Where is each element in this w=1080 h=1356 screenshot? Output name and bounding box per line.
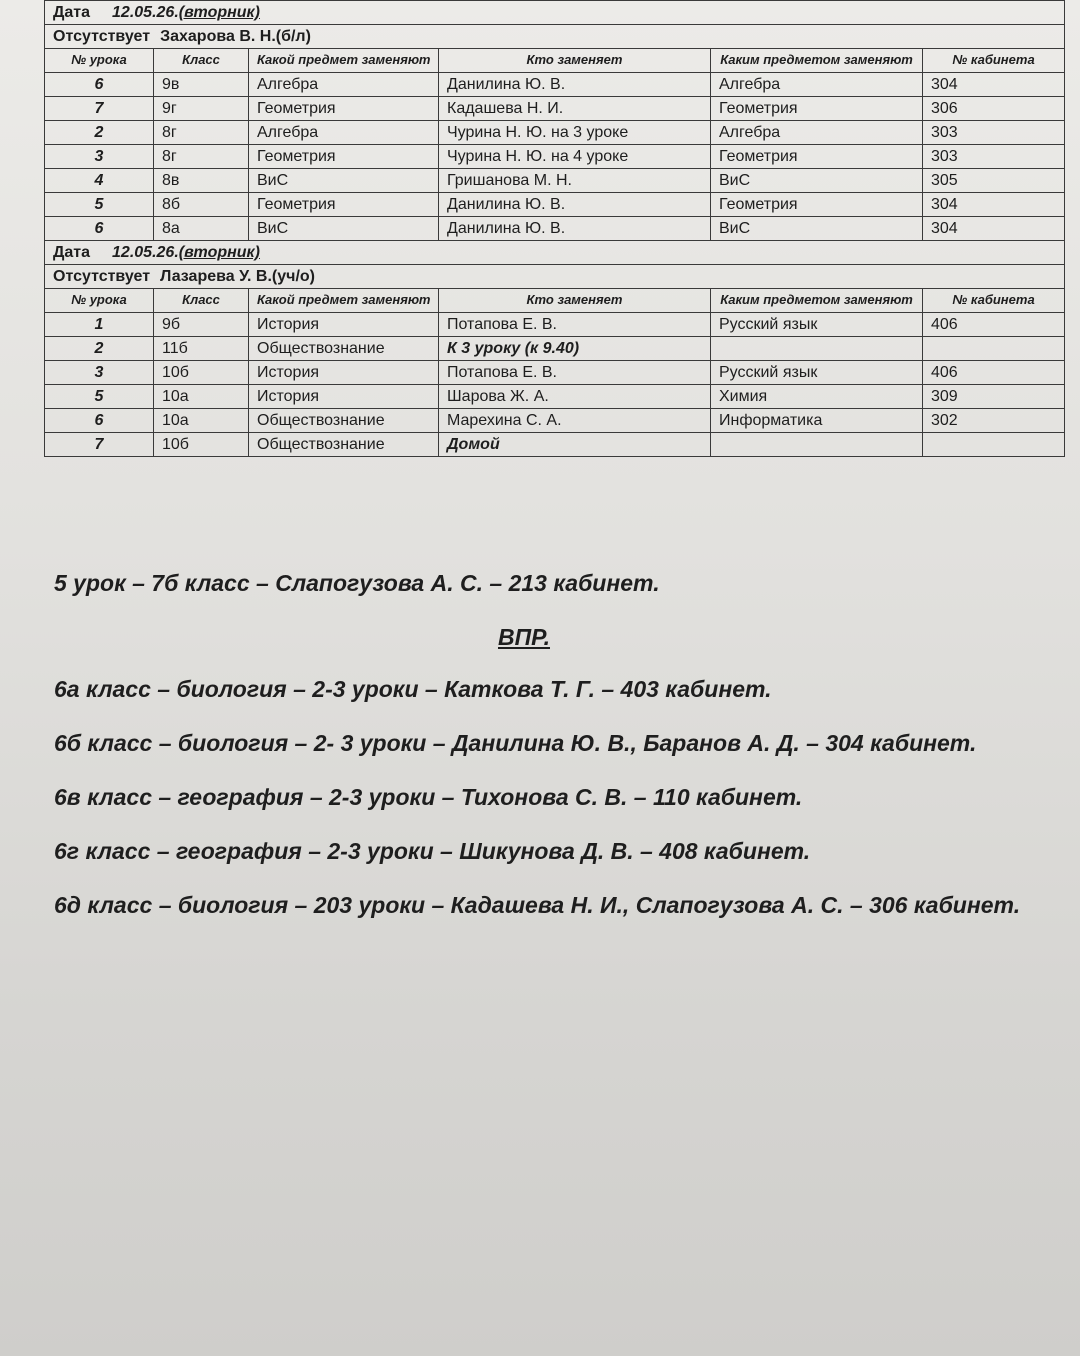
- absent-label: Отсутствует: [53, 27, 151, 45]
- substitution-table: [44, 0, 1065, 457]
- lesson-number: 5: [45, 193, 154, 217]
- subject-cell: Геометрия: [249, 193, 439, 217]
- new-subject-cell: Геометрия: [711, 145, 923, 169]
- column-header: № урока: [45, 289, 154, 313]
- substitute-cell: Чурина Н. Ю. на 3 уроке: [439, 121, 711, 145]
- column-header: Класс: [154, 289, 249, 313]
- new-subject-cell: Геометрия: [711, 193, 923, 217]
- new-subject-cell: ВиС: [711, 217, 923, 241]
- column-header: Класс: [154, 49, 249, 73]
- room-cell: 304: [923, 193, 1065, 217]
- substitute-cell: Данилина Ю. В.: [439, 217, 711, 241]
- table-row: [45, 337, 1065, 361]
- room-cell: [923, 337, 1065, 361]
- date-value: 12.05.26.: [112, 3, 179, 21]
- absent-teacher: Лазарева У. В.(уч/о): [160, 267, 315, 285]
- table-row: [45, 73, 1065, 97]
- subject-cell: История: [249, 385, 439, 409]
- class-cell: 8б: [154, 193, 249, 217]
- column-header: № кабинета: [923, 49, 1065, 73]
- class-cell: 9в: [154, 73, 249, 97]
- table-row: [45, 433, 1065, 457]
- lesson-number: 2: [45, 337, 154, 361]
- column-header: Какой предмет заменяют: [249, 49, 439, 73]
- substitute-cell: Домой: [439, 433, 711, 457]
- substitute-cell: Потапова Е. В.: [439, 361, 711, 385]
- new-subject-cell: [711, 337, 923, 361]
- column-header: № урока: [45, 49, 154, 73]
- class-cell: 8а: [154, 217, 249, 241]
- new-subject-cell: Алгебра: [711, 121, 923, 145]
- lesson-number: 2: [45, 121, 154, 145]
- notes-section: [54, 565, 1034, 941]
- new-subject-cell: Русский язык: [711, 361, 923, 385]
- new-subject-cell: [711, 433, 923, 457]
- subject-cell: История: [249, 313, 439, 337]
- substitute-cell: Марехина С. А.: [439, 409, 711, 433]
- date-weekday: (вторник): [178, 3, 260, 21]
- date-label: Дата: [53, 243, 91, 261]
- substitute-cell: Чурина Н. Ю. на 4 уроке: [439, 145, 711, 169]
- date-row: [45, 241, 1065, 265]
- vpr-item: 6б класс – биология – 2- 3 уроки – Данилина Ю. В., Баранов А. Д. – 304 кабинет.: [54, 730, 977, 756]
- room-cell: 406: [923, 313, 1065, 337]
- lesson-number: 3: [45, 145, 154, 169]
- subject-cell: Обществознание: [249, 409, 439, 433]
- table-header-row: [45, 49, 1065, 73]
- room-cell: 306: [923, 97, 1065, 121]
- absent-teacher: Захарова В. Н.(б/л): [160, 27, 311, 45]
- lesson-number: 7: [45, 97, 154, 121]
- table-row: [45, 385, 1065, 409]
- lesson-number: 4: [45, 169, 154, 193]
- class-cell: 8в: [154, 169, 249, 193]
- class-cell: 10а: [154, 385, 249, 409]
- vpr-item: 6а класс – биология – 2-3 уроки – Каткова Т. Г. – 403 кабинет.: [54, 676, 772, 702]
- vpr-item: 6в класс – география – 2-3 уроки – Тихонова С. В. – 110 кабинет.: [54, 784, 803, 810]
- lesson-number: 3: [45, 361, 154, 385]
- column-header: № кабинета: [923, 289, 1065, 313]
- date-weekday: (вторник): [178, 243, 260, 261]
- subject-cell: ВиС: [249, 169, 439, 193]
- class-cell: 11б: [154, 337, 249, 361]
- room-cell: 406: [923, 361, 1065, 385]
- room-cell: 304: [923, 217, 1065, 241]
- table-row: [45, 217, 1065, 241]
- column-header: Каким предметом заменяют: [711, 289, 923, 313]
- subject-cell: Геометрия: [249, 97, 439, 121]
- substitute-cell: К 3 уроку (к 9.40): [439, 337, 711, 361]
- table-header-row: [45, 289, 1065, 313]
- new-subject-cell: Информатика: [711, 409, 923, 433]
- new-subject-cell: Алгебра: [711, 73, 923, 97]
- subject-cell: Алгебра: [249, 73, 439, 97]
- table-row: [45, 193, 1065, 217]
- room-cell: 303: [923, 121, 1065, 145]
- date-value: 12.05.26.: [112, 243, 179, 261]
- subject-cell: Алгебра: [249, 121, 439, 145]
- substitute-cell: Кадашева Н. И.: [439, 97, 711, 121]
- class-cell: 9г: [154, 97, 249, 121]
- room-cell: 303: [923, 145, 1065, 169]
- column-header: Кто заменяет: [439, 289, 711, 313]
- new-subject-cell: Русский язык: [711, 313, 923, 337]
- vpr-item: 6д класс – биология – 203 уроки – Кадашева Н. И., Слапогузова А. С. – 306 кабинет.: [54, 892, 1021, 918]
- substitute-cell: Шарова Ж. А.: [439, 385, 711, 409]
- substitution-sheet: [44, 0, 1064, 457]
- subject-cell: Геометрия: [249, 145, 439, 169]
- table-row: [45, 121, 1065, 145]
- subject-cell: История: [249, 361, 439, 385]
- new-subject-cell: Геометрия: [711, 97, 923, 121]
- lesson-number: 6: [45, 409, 154, 433]
- table-row: [45, 169, 1065, 193]
- class-cell: 8г: [154, 145, 249, 169]
- substitute-cell: Данилина Ю. В.: [439, 73, 711, 97]
- subject-cell: ВиС: [249, 217, 439, 241]
- date-label: Дата: [53, 3, 91, 21]
- column-header: Кто заменяет: [439, 49, 711, 73]
- room-cell: 305: [923, 169, 1065, 193]
- room-cell: 302: [923, 409, 1065, 433]
- table-row: [45, 313, 1065, 337]
- class-cell: 10а: [154, 409, 249, 433]
- table-row: [45, 361, 1065, 385]
- vpr-item: 6г класс – география – 2-3 уроки – Шикунова Д. В. – 408 кабинет.: [54, 838, 811, 864]
- column-header: Какой предмет заменяют: [249, 289, 439, 313]
- subject-cell: Обществознание: [249, 337, 439, 361]
- date-row: [45, 1, 1065, 25]
- table-row: [45, 145, 1065, 169]
- lesson-number: 6: [45, 73, 154, 97]
- new-subject-cell: Химия: [711, 385, 923, 409]
- table-row: [45, 97, 1065, 121]
- absent-row: [45, 25, 1065, 49]
- vpr-title: ВПР.: [497, 624, 550, 650]
- room-cell: 309: [923, 385, 1065, 409]
- class-cell: 10б: [154, 361, 249, 385]
- column-header: Каким предметом заменяют: [711, 49, 923, 73]
- table-row: [45, 409, 1065, 433]
- new-subject-cell: ВиС: [711, 169, 923, 193]
- room-cell: 304: [923, 73, 1065, 97]
- substitute-cell: Данилина Ю. В.: [439, 193, 711, 217]
- substitute-cell: Потапова Е. В.: [439, 313, 711, 337]
- lesson-number: 1: [45, 313, 154, 337]
- room-cell: [923, 433, 1065, 457]
- absent-label: Отсутствует: [53, 267, 151, 285]
- extra-lesson-note: 5 урок – 7б класс – Слапогузова А. С. – 213 кабинет.: [54, 570, 660, 596]
- lesson-number: 5: [45, 385, 154, 409]
- class-cell: 10б: [154, 433, 249, 457]
- subject-cell: Обществознание: [249, 433, 439, 457]
- class-cell: 9б: [154, 313, 249, 337]
- class-cell: 8г: [154, 121, 249, 145]
- substitute-cell: Гришанова М. Н.: [439, 169, 711, 193]
- absent-row: [45, 265, 1065, 289]
- lesson-number: 7: [45, 433, 154, 457]
- lesson-number: 6: [45, 217, 154, 241]
